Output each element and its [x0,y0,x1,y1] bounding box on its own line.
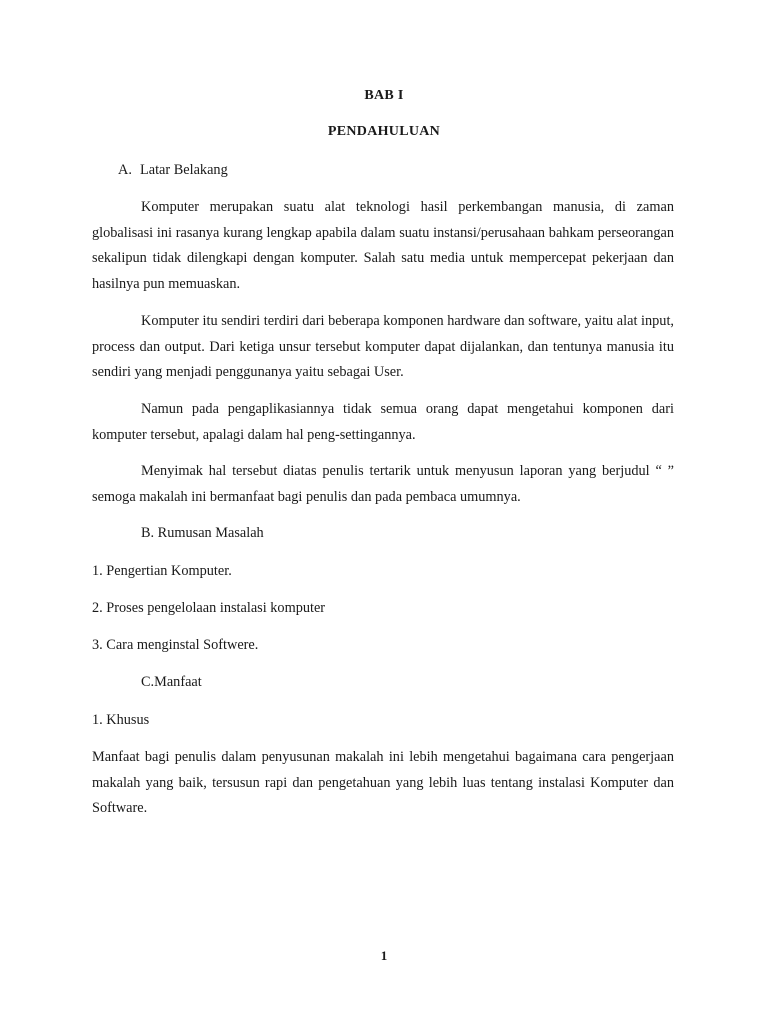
chapter-title: PENDAHULUAN [327,124,441,139]
section-a-marker: A. [118,162,132,178]
section-a-heading: Latar Belakang [140,162,228,178]
chapter-heading: BAB I [364,88,404,103]
section-c-subheading: 1. Khusus [92,712,150,728]
paragraph-3-text: Namun pada pengaplikasiannya tidak semua orang dapat mengetahui komponen dari komputer tersebut, apalagi dalam hal peng-settingannya. [92,401,674,443]
paragraph-2 [92,309,674,386]
list-item-2: 2. Proses pengelolaan instalasi komputer [92,600,326,616]
paragraph-4-text: Menyimak hal tersebut diatas penulis tertarik untuk menyusun laporan yang berjudul “ ” semoga makalah ini bermanfaat bagi penulis dan pada pembaca umumnya. [92,463,674,505]
paragraph-manfaat: Manfaat bagi penulis dalam penyusunan makalah ini lebih mengetahui bagaimana cara pengerjaan makalah yang baik, tersusun rapi dan pengetahuan yang lebih luas tentang instalasi Komputer dan Software. [92,749,674,816]
paragraph-4 [92,459,674,510]
list-item-1: 1. Pengertian Komputer. [92,563,232,579]
page-number: 1 [380,948,388,963]
paragraph-3 [92,397,674,448]
paragraph-2-text: Komputer itu sendiri terdiri dari beberapa komponen hardware dan software, yaitu alat input, process dan output. Dari ketiga unsur tersebut komputer dapat dijalankan, dan tentunya manusia itu sendiri yang menjadi penggunanya yaitu sebagai User. [92,313,674,380]
paragraph-1 [92,195,674,297]
section-b-heading: B. Rumusan Masalah [141,525,264,541]
section-c-heading: C.Manfaat [141,674,202,690]
paragraph-1-text: Komputer merupakan suatu alat teknologi hasil perkembangan manusia, di zaman globalisasi ini rasanya kurang lengkap apabila dalam suatu instansi/perusahaan bahkam perseorangan sekalipun tidak dilengkapi dengan komputer. Salah satu media untuk mempercepat pekerjaan dan hasilnya pun memuaskan. [92,199,674,292]
list-item-3: 3. Cara menginstal Softwere. [92,637,259,653]
